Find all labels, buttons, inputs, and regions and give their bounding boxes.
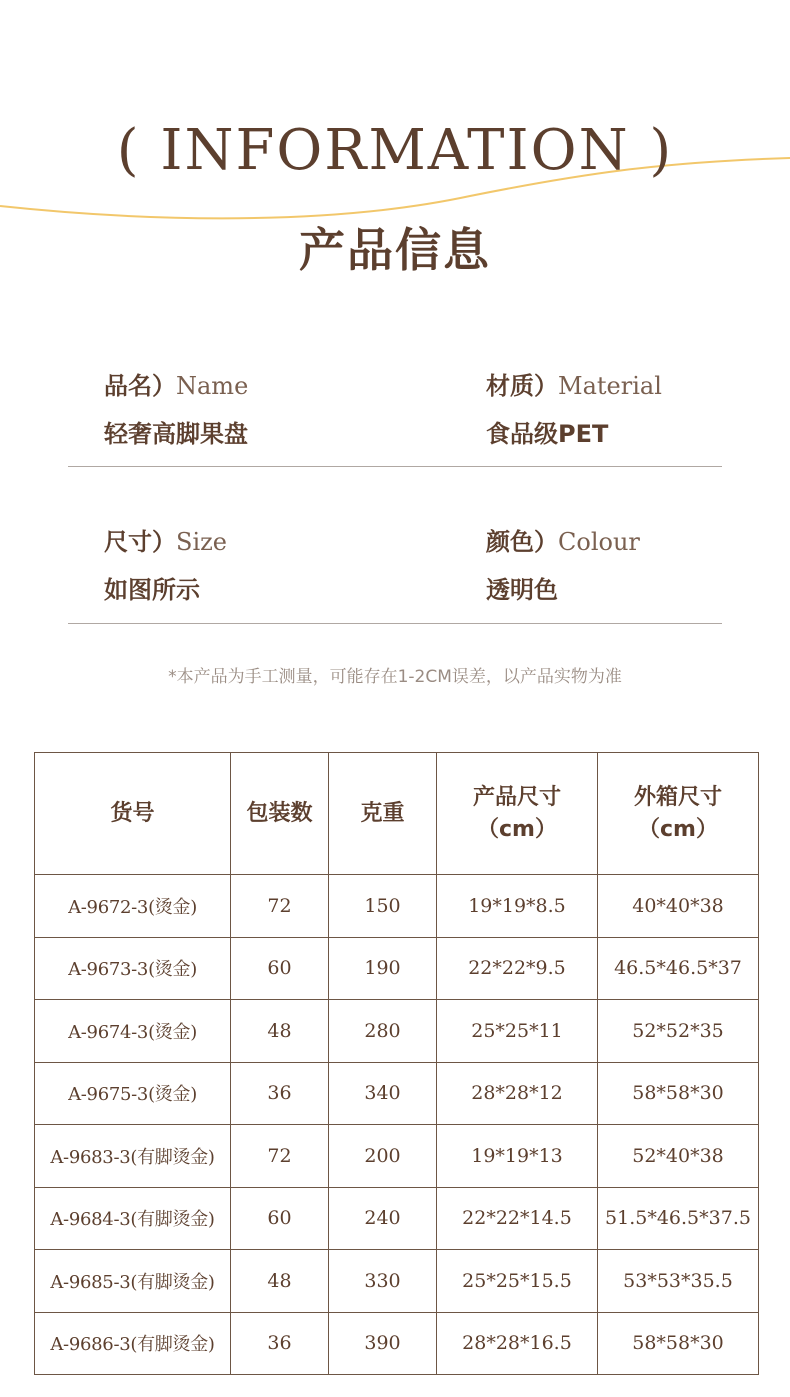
cell-item-code: A-9675-3(烫金) — [35, 1062, 231, 1125]
measurement-note: *本产品为手工测量，可能存在1-2CM误差，以产品实物为准 — [168, 667, 622, 687]
colour-label: 颜色）Colour — [486, 528, 640, 556]
cell-pack-qty: 36 — [231, 1062, 329, 1125]
cell-product-size: 22*22*14.5 — [437, 1187, 598, 1250]
header-product-size: 产品尺寸 （cm） — [437, 753, 598, 875]
cell-product-size: 19*19*13 — [437, 1125, 598, 1188]
name-value: 轻奢高脚果盘 — [104, 420, 248, 448]
cell-product-size: 22*22*9.5 — [437, 937, 598, 1000]
cell-product-size: 28*28*16.5 — [437, 1312, 598, 1375]
table-row — [35, 875, 759, 938]
cell-item-code: A-9672-3(烫金) — [35, 875, 231, 938]
header-carton-size: 外箱尺寸 （cm） — [598, 753, 759, 875]
table-row — [35, 1187, 759, 1250]
cell-carton-size: 53*53*35.5 — [598, 1250, 759, 1313]
cell-weight: 340 — [329, 1062, 437, 1125]
material-value: 食品级PET — [486, 420, 609, 448]
cell-item-code: A-9685-3(有脚烫金) — [35, 1250, 231, 1313]
table-row — [35, 937, 759, 1000]
spec-table — [34, 752, 759, 1375]
cell-item-code: A-9683-3(有脚烫金) — [35, 1125, 231, 1188]
size-value: 如图所示 — [104, 576, 200, 604]
cell-weight: 280 — [329, 1000, 437, 1063]
table-header-row — [35, 753, 759, 875]
cell-pack-qty: 60 — [231, 1187, 329, 1250]
cell-carton-size: 58*58*30 — [598, 1062, 759, 1125]
cell-product-size: 25*25*11 — [437, 1000, 598, 1063]
cell-item-code: A-9673-3(烫金) — [35, 937, 231, 1000]
cell-carton-size: 52*40*38 — [598, 1125, 759, 1188]
name-label: 品名）Name — [104, 372, 249, 400]
cell-pack-qty: 48 — [231, 1000, 329, 1063]
cell-pack-qty: 36 — [231, 1312, 329, 1375]
cell-carton-size: 46.5*46.5*37 — [598, 937, 759, 1000]
size-label: 尺寸）Size — [104, 528, 227, 556]
table-row — [35, 1312, 759, 1375]
cell-carton-size: 58*58*30 — [598, 1312, 759, 1375]
cell-weight: 330 — [329, 1250, 437, 1313]
material-label: 材质）Material — [486, 372, 662, 400]
cell-weight: 240 — [329, 1187, 437, 1250]
table-row — [35, 1000, 759, 1063]
divider — [68, 623, 722, 624]
header-pack-qty: 包装数 — [231, 753, 329, 875]
cell-pack-qty: 60 — [231, 937, 329, 1000]
cell-pack-qty: 72 — [231, 875, 329, 938]
cell-product-size: 19*19*8.5 — [437, 875, 598, 938]
table-row — [35, 1062, 759, 1125]
cell-weight: 390 — [329, 1312, 437, 1375]
table-row — [35, 1125, 759, 1188]
cell-carton-size: 52*52*35 — [598, 1000, 759, 1063]
page-title-en: ( INFORMATION ) — [116, 118, 674, 183]
cell-pack-qty: 48 — [231, 1250, 329, 1313]
cell-carton-size: 40*40*38 — [598, 875, 759, 938]
header-item-code: 货号 — [35, 753, 231, 875]
divider — [68, 466, 722, 467]
cell-carton-size: 51.5*46.5*37.5 — [598, 1187, 759, 1250]
cell-weight: 190 — [329, 937, 437, 1000]
cell-item-code: A-9684-3(有脚烫金) — [35, 1187, 231, 1250]
cell-pack-qty: 72 — [231, 1125, 329, 1188]
cell-weight: 150 — [329, 875, 437, 938]
cell-product-size: 28*28*12 — [437, 1062, 598, 1125]
page-title-cn: 产品信息 — [299, 223, 491, 277]
table-row — [35, 1250, 759, 1313]
colour-value: 透明色 — [486, 576, 558, 604]
cell-product-size: 25*25*15.5 — [437, 1250, 598, 1313]
cell-weight: 200 — [329, 1125, 437, 1188]
header-weight: 克重 — [329, 753, 437, 875]
cell-item-code: A-9674-3(烫金) — [35, 1000, 231, 1063]
cell-item-code: A-9686-3(有脚烫金) — [35, 1312, 231, 1375]
